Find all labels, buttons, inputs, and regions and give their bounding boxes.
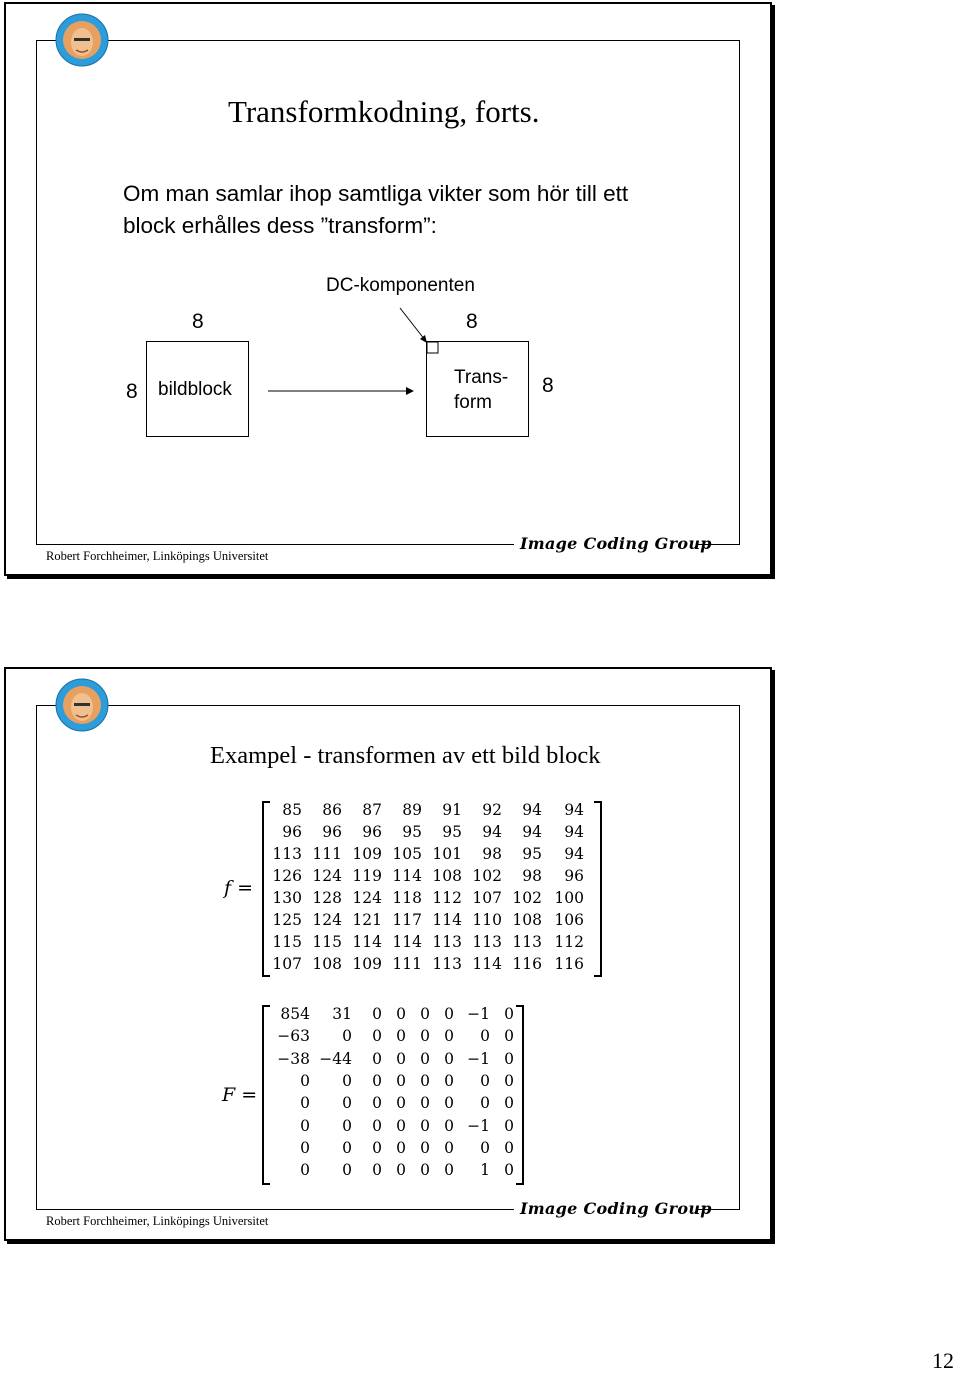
matrix-cell: 0: [396, 1049, 406, 1068]
left-side-size: 8: [126, 380, 138, 403]
matrix-cell: 113: [272, 845, 302, 863]
matrix-cell: 0: [372, 1005, 382, 1023]
matrix-cell: 95: [522, 845, 542, 863]
matrix-cell: 0: [396, 1161, 406, 1180]
matrix-cell: 98: [522, 867, 542, 885]
matrix-cell: 0: [444, 1049, 454, 1068]
matrix-cell: 113: [432, 955, 462, 973]
slide-title: Exampel - transformen av ett bild block: [210, 742, 601, 769]
matrix-cell: 109: [352, 955, 382, 973]
matrix-cell: 113: [432, 933, 462, 951]
matrix-cell: 31: [332, 1005, 352, 1023]
matrix-cell: 0: [420, 1049, 430, 1068]
matrix-cell: 85: [282, 801, 302, 819]
group-logo-text: Image Coding Group: [520, 534, 712, 553]
group-logo-text: Image Coding Group: [520, 1199, 712, 1218]
dc-label: DC-komponenten: [326, 275, 475, 296]
body-line: block erhålles dess ”transform”:: [123, 213, 437, 238]
f-matrix: [262, 801, 602, 977]
matrix-bracket-left: [262, 1005, 270, 1185]
matrix-cell: 94: [522, 823, 542, 841]
matrix-cell: 96: [322, 823, 342, 841]
matrix-cell: 0: [342, 1094, 352, 1113]
matrix-cell: 114: [392, 933, 422, 951]
matrix-cell: 0: [444, 1138, 454, 1157]
right-top-size: 8: [466, 310, 478, 333]
matrix-cell: 0: [372, 1027, 382, 1046]
matrix-cell: 114: [392, 867, 422, 885]
matrix-cell: 0: [444, 1161, 454, 1180]
matrix-cell: 0: [300, 1071, 310, 1090]
matrix-cell: 108: [432, 867, 462, 885]
matrix-cell: 94: [482, 823, 502, 841]
matrix-cell: 114: [472, 955, 502, 973]
author: Robert Forchheimer, Linköpings Universitet: [46, 1214, 269, 1228]
matrix-cell: 0: [504, 1027, 514, 1046]
matrix-bracket-right: [594, 801, 602, 977]
matrix-cell: 0: [396, 1027, 406, 1046]
matrix-cell: 0: [444, 1005, 454, 1023]
matrix-bracket-right: [516, 1005, 524, 1185]
matrix-cell: 1: [480, 1161, 490, 1180]
matrix-cell: 0: [420, 1116, 430, 1135]
matrix-cell: 124: [352, 889, 382, 907]
matrix-cell: 107: [472, 889, 502, 907]
matrix-cell: 92: [482, 801, 502, 819]
matrix-cell: 98: [482, 845, 502, 863]
slide-1: [4, 2, 772, 576]
matrix-cell: 95: [402, 823, 422, 841]
matrix-cell: 109: [352, 845, 382, 863]
matrix-cell: 124: [312, 867, 342, 885]
F-matrix: [262, 1005, 524, 1185]
matrix-cell: 130: [272, 889, 302, 907]
matrix-cell: 0: [480, 1138, 490, 1157]
matrix-cell: 0: [504, 1049, 514, 1068]
matrix-cell: 115: [272, 933, 302, 951]
matrix-cell: 0: [480, 1071, 490, 1090]
matrix-cell: 0: [372, 1161, 382, 1180]
arrow-head: [406, 387, 414, 395]
matrix-cell: 94: [564, 801, 584, 819]
matrix-cell: 96: [564, 867, 584, 885]
matrix-cell: 108: [512, 911, 542, 929]
matrix-cell: 101: [432, 845, 462, 863]
matrix-cell: 116: [512, 955, 542, 973]
matrix-cell: 0: [372, 1071, 382, 1090]
matrix-cell: 854: [280, 1005, 310, 1023]
matrix-cell: 0: [420, 1094, 430, 1113]
matrix-cell: 95: [442, 823, 462, 841]
matrix-cell: −1: [467, 1005, 490, 1023]
matrix-cell: 112: [432, 889, 462, 907]
matrix-cell: 96: [282, 823, 302, 841]
matrix-cell: 0: [342, 1138, 352, 1157]
matrix-cell: 0: [372, 1138, 382, 1157]
matrix-cell: 94: [564, 845, 584, 863]
right-side-size: 8: [542, 374, 554, 397]
matrix-cell: 0: [396, 1116, 406, 1135]
transform-label: [454, 365, 508, 415]
matrix-cell: 0: [342, 1116, 352, 1135]
matrix-cell: 0: [504, 1094, 514, 1113]
matrix-cell: 111: [312, 845, 342, 863]
transform-label-line: form: [454, 392, 492, 413]
matrix-cell: 0: [396, 1138, 406, 1157]
F-label: F =: [222, 1084, 258, 1106]
matrix-cell: 0: [444, 1116, 454, 1135]
matrix-cell: 107: [272, 955, 302, 973]
matrix-cell: 121: [352, 911, 382, 929]
matrix-cell: 0: [444, 1071, 454, 1090]
matrix-cell: 117: [392, 911, 422, 929]
matrix-cell: 0: [420, 1138, 430, 1157]
f-label: f =: [224, 877, 253, 899]
matrix-cell: 0: [372, 1116, 382, 1135]
matrix-cell: 113: [512, 933, 542, 951]
matrix-cell: 0: [396, 1071, 406, 1090]
matrix-cell: 0: [300, 1138, 310, 1157]
matrix-cell: 0: [342, 1027, 352, 1046]
diagram-arrows: [6, 4, 770, 574]
matrix-cell: 0: [342, 1071, 352, 1090]
matrix-cell: 114: [352, 933, 382, 951]
dc-pointer-arrow: [400, 308, 425, 340]
logo-icon: [54, 677, 110, 733]
matrix-cell: −63: [277, 1027, 310, 1046]
matrix-cell: 0: [372, 1049, 382, 1068]
matrix-cell: 0: [420, 1161, 430, 1180]
matrix-cell: 96: [362, 823, 382, 841]
matrix-cell: 0: [444, 1094, 454, 1113]
matrix-cell: 113: [472, 933, 502, 951]
matrix-cell: 0: [396, 1094, 406, 1113]
author: Robert Forchheimer, Linköpings Universitet: [46, 549, 269, 563]
transform-label-line: Trans-: [454, 367, 509, 388]
matrix-cell: 108: [312, 955, 342, 973]
matrix-cell: 115: [312, 933, 342, 951]
matrix-cell: 105: [392, 845, 422, 863]
matrix-cell: −44: [319, 1049, 352, 1068]
footer-line: [36, 1209, 514, 1210]
left-top-size: 8: [192, 310, 204, 333]
matrix-cell: 89: [402, 801, 422, 819]
bildblock-label: bildblock: [158, 379, 232, 400]
matrix-cell: 128: [312, 889, 342, 907]
matrix-cell: 0: [300, 1116, 310, 1135]
matrix-cell: 94: [522, 801, 542, 819]
matrix-cell: 112: [554, 933, 584, 951]
matrix-cell: 0: [504, 1005, 514, 1023]
matrix-cell: 118: [392, 889, 422, 907]
matrix-cell: 0: [420, 1071, 430, 1090]
matrix-cell: 0: [420, 1027, 430, 1046]
matrix-cell: 86: [322, 801, 342, 819]
matrix-cell: 0: [300, 1161, 310, 1180]
matrix-cell: 125: [272, 911, 302, 929]
matrix-cell: 0: [504, 1071, 514, 1090]
matrix-cell: 0: [480, 1094, 490, 1113]
matrix-cell: −1: [467, 1116, 490, 1135]
matrix-cell: 0: [300, 1094, 310, 1113]
footer-line: [36, 544, 514, 545]
matrix-cell: 0: [372, 1094, 382, 1113]
matrix-cell: 0: [396, 1005, 406, 1023]
matrix-cell: 111: [392, 955, 422, 973]
page-number: 12: [932, 1348, 954, 1373]
matrix-cell: 114: [432, 911, 462, 929]
matrix-cell: 0: [480, 1027, 490, 1046]
matrix-cell: 94: [564, 823, 584, 841]
matrix-cell: 126: [272, 867, 302, 885]
matrix-cell: 116: [554, 955, 584, 973]
matrix-cell: 106: [554, 911, 584, 929]
matrix-cell: 102: [472, 867, 502, 885]
slide-title: Transformkodning, forts.: [228, 94, 540, 129]
matrix-bracket-left: [262, 801, 270, 977]
matrix-cell: 0: [504, 1161, 514, 1180]
matrix-cell: 119: [352, 867, 382, 885]
matrix-cell: 0: [342, 1161, 352, 1180]
matrix-cell: 0: [504, 1138, 514, 1157]
matrix-cell: 0: [444, 1027, 454, 1046]
matrix-cell: 124: [312, 911, 342, 929]
matrix-cell: 100: [554, 889, 584, 907]
slide-2: [4, 667, 772, 1241]
matrix-cell: 0: [504, 1116, 514, 1135]
matrix-cell: 110: [472, 911, 502, 929]
matrix-cell: −38: [277, 1049, 310, 1068]
matrix-cell: 87: [362, 801, 382, 819]
matrix-cell: 91: [442, 801, 462, 819]
body-line: Om man samlar ihop samtliga vikter som hör till ett: [123, 181, 629, 206]
matrix-cell: 102: [512, 889, 542, 907]
matrix-cell: −1: [467, 1049, 490, 1068]
matrix-cell: 0: [420, 1005, 430, 1023]
